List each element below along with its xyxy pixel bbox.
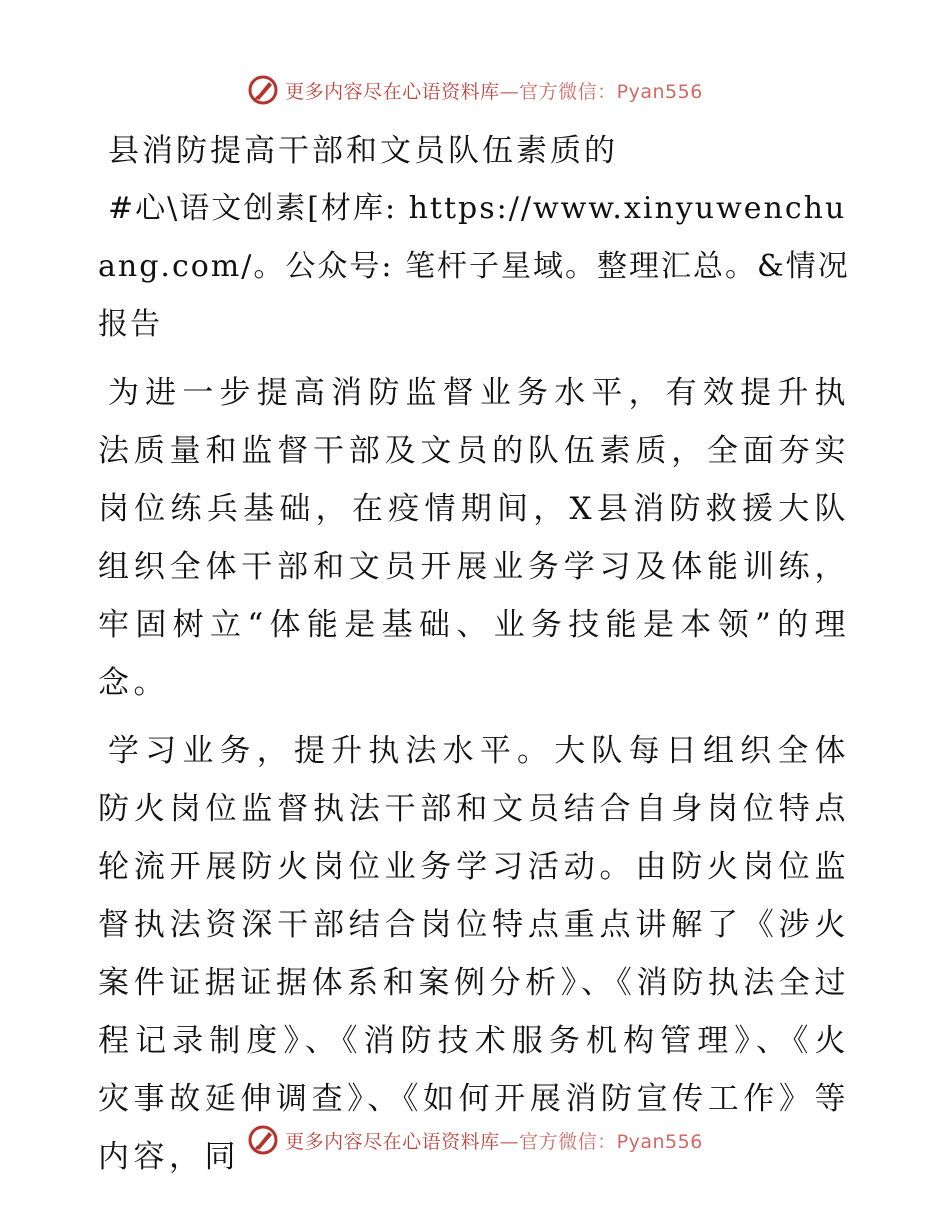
- header-watermark-banner: [0, 70, 950, 110]
- footer-watermark-banner: [0, 1120, 950, 1160]
- watermark-text: 更多内容尽在心语资料库—官方微信：Pyan556: [285, 1130, 703, 1153]
- paragraph-2: 学习业务，提升执法水平。大队每日组织全体防火岗位监督执法干部和文员结合自身岗位特点轮流开展防火岗位业务学习活动。由防火岗位监督执法资深干部结合岗位特点重点讲解了《涉火案件证据证据体系和案例分析》、《消防执法全过程记录制度》、《消防技术服务机构管理》、《火灾事故延伸调查》、《如何开展消防宣传工作》等内容，同: [98, 733, 850, 1175]
- source-line: #心\语文创素[材库: https://www.xinyuwenchuang.com/。公众号: 笔杆子星域。整理汇总。&情况报告: [98, 191, 850, 342]
- document-body: [98, 122, 850, 1196]
- quill-logo-icon: [247, 1124, 279, 1156]
- document-title: 县消防提高干部和文员队伍素质的: [108, 133, 618, 169]
- watermark-text: 更多内容尽在心语资料库—官方微信：Pyan556: [285, 80, 703, 103]
- quill-logo-icon: [247, 74, 279, 106]
- paragraph-1: 为进一步提高消防监督业务水平，有效提升执法质量和监督干部及文员的队伍素质，全面夯实岗位练兵基础，在疫情期间，X县消防救援大队组织全体干部和文员开展业务学习及体能训练，牢固树立“体能是基础、业务技能是本领”的理念。: [98, 375, 850, 701]
